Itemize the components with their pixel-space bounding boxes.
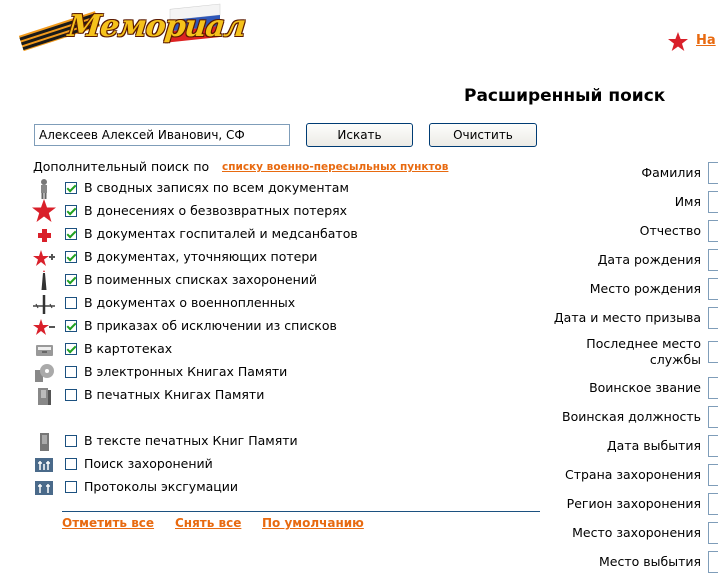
field-input[interactable]: [708, 493, 718, 515]
option-checkbox[interactable]: [65, 481, 77, 493]
field-label: Дата и место призыва: [553, 310, 701, 325]
cd-book-icon: [32, 362, 56, 384]
search-option: [32, 224, 392, 246]
search-option: [32, 270, 392, 292]
field-input[interactable]: [708, 249, 718, 271]
field-label: Место выбытия: [599, 554, 701, 569]
option-label[interactable]: В сводных записях по всем документам: [84, 180, 349, 195]
search-option: [32, 385, 392, 407]
card-file-icon: [32, 339, 56, 361]
graves-icon: [32, 454, 56, 476]
option-checkbox[interactable]: [65, 435, 77, 447]
divider: [62, 511, 540, 512]
star-icon: [667, 31, 689, 53]
field-label: Регион захоронения: [566, 496, 701, 511]
deselect-all-link[interactable]: Снять все: [175, 516, 242, 530]
search-option: [32, 431, 392, 453]
option-checkbox[interactable]: [65, 228, 77, 240]
option-label[interactable]: В документах, уточняющих потери: [84, 249, 318, 264]
option-label[interactable]: В поименных списках захоронений: [84, 272, 318, 287]
option-checkbox[interactable]: [65, 320, 77, 332]
field-input[interactable]: [708, 464, 718, 486]
book-text-icon: [32, 431, 56, 453]
search-option: [32, 339, 392, 361]
field-label: Дата выбытия: [606, 438, 701, 453]
field-label: Отчество: [639, 223, 701, 238]
field-input[interactable]: [708, 406, 718, 428]
field-input[interactable]: [708, 220, 718, 242]
option-label[interactable]: В донесениях о безвозвратных потерях: [84, 203, 348, 218]
field-input[interactable]: [708, 191, 718, 213]
person-icon: [32, 178, 56, 200]
obelisk-icon: [32, 270, 56, 292]
option-label[interactable]: В печатных Книгах Памяти: [84, 387, 265, 402]
field-label: службы: [649, 352, 701, 367]
field-label: Воинская должность: [562, 409, 701, 424]
option-label[interactable]: В документах о военнопленных: [84, 295, 296, 310]
star-icon: [32, 201, 56, 223]
star-minus-icon: [32, 316, 56, 338]
exhumation-icon: [32, 477, 56, 499]
field-input[interactable]: [708, 522, 718, 544]
star-plus-icon: [32, 247, 56, 269]
option-checkbox[interactable]: [65, 182, 77, 194]
field-input[interactable]: [708, 551, 718, 573]
search-option: [32, 247, 392, 269]
search-option: [32, 293, 392, 315]
page-title: Расширенный поиск: [464, 86, 666, 106]
option-label[interactable]: В тексте печатных Книг Памяти: [84, 433, 298, 448]
search-input[interactable]: [34, 124, 290, 146]
transit-points-link[interactable]: списку военно-пересыльных пунктов: [222, 161, 449, 173]
clear-button[interactable]: Очистить: [429, 123, 537, 147]
extra-search-label: Дополнительный поиск по: [33, 159, 210, 174]
option-label[interactable]: Поиск захоронений: [84, 456, 213, 471]
field-input[interactable]: [708, 307, 718, 329]
search-option: [32, 477, 392, 499]
search-option: [32, 454, 392, 476]
field-label: Место захоронения: [572, 525, 701, 540]
option-checkbox[interactable]: [65, 297, 77, 309]
option-checkbox[interactable]: [65, 458, 77, 470]
field-label: Воинское звание: [589, 380, 701, 395]
logo-text: Мемориал: [66, 9, 247, 44]
search-option: [32, 316, 392, 338]
option-checkbox[interactable]: [65, 343, 77, 355]
search-option: [32, 178, 392, 200]
field-label: Дата рождения: [597, 252, 701, 267]
field-input[interactable]: [708, 278, 718, 300]
barbed-wire-icon: [32, 293, 56, 315]
field-label: Фамилия: [641, 165, 701, 180]
field-input[interactable]: [708, 377, 718, 399]
field-input[interactable]: [708, 341, 718, 363]
field-label: Последнее место: [586, 336, 701, 351]
search-button[interactable]: Искать: [306, 123, 413, 147]
option-label[interactable]: В картотеках: [84, 341, 173, 356]
printed-book-icon: [32, 385, 56, 407]
field-label: Имя: [674, 194, 701, 209]
field-label: Страна захоронения: [564, 467, 701, 482]
option-checkbox[interactable]: [65, 251, 77, 263]
search-option: [32, 362, 392, 384]
option-label[interactable]: В приказах об исключении из списков: [84, 318, 337, 333]
option-label[interactable]: В документах госпиталей и медсанбатов: [84, 226, 358, 241]
option-checkbox[interactable]: [65, 274, 77, 286]
option-checkbox[interactable]: [65, 389, 77, 401]
field-input[interactable]: [708, 162, 718, 184]
field-input[interactable]: [708, 435, 718, 457]
nav-link[interactable]: На: [696, 33, 716, 48]
option-label[interactable]: В электронных Книгах Памяти: [84, 364, 288, 379]
red-cross-icon: [32, 224, 56, 246]
select-all-link[interactable]: Отметить все: [62, 516, 155, 530]
field-label: Место рождения: [589, 281, 701, 296]
search-option: [32, 201, 392, 223]
option-label[interactable]: Протоколы эксгумации: [84, 479, 239, 494]
option-checkbox[interactable]: [65, 366, 77, 378]
option-checkbox[interactable]: [65, 205, 77, 217]
memorial-logo[interactable]: [20, 3, 247, 63]
default-link[interactable]: По умолчанию: [262, 516, 364, 530]
